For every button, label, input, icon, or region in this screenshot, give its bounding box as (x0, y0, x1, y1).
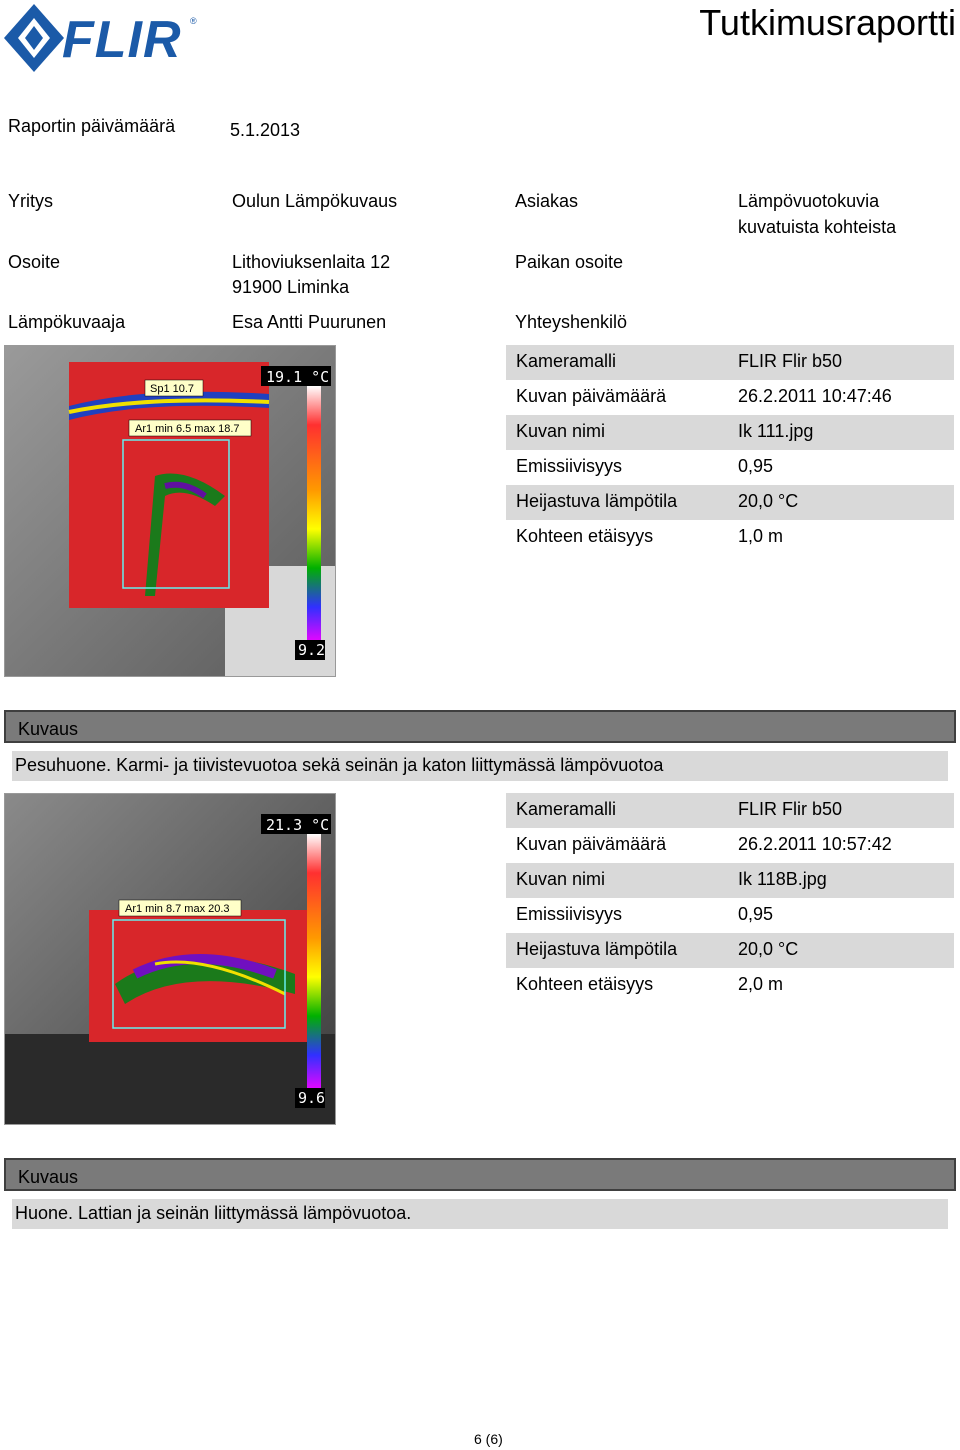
info-row-value: 26.2.2011 10:57:42 (738, 834, 892, 854)
report-title: Tutkimusraportti (699, 2, 956, 43)
spot-label-1: Sp1 10.7 (150, 383, 195, 395)
info-row-value: FLIR Flir b50 (738, 351, 843, 371)
info-row-key: Emissiivisyys (516, 904, 622, 924)
thermal-image-1 (4, 345, 336, 677)
info-row-value: 0,95 (738, 904, 774, 924)
kuvaaja-value: Esa Antti Puurunen (232, 312, 387, 332)
scale-min-1: 9.2 (298, 641, 326, 659)
description-text-2: Huone. Lattian ja seinän liittymässä lämpövuotoa. (15, 1203, 412, 1223)
yritys-value: Oulun Lämpökuvaus (232, 191, 398, 211)
asiakas-value-2: kuvatuista kohteista (738, 217, 897, 237)
info-row-value: Ik 111.jpg (738, 421, 814, 441)
logo-text: FLIR (62, 11, 182, 69)
flir-logo (4, 4, 196, 72)
info-row-value: 26.2.2011 10:47:46 (738, 386, 892, 406)
info-row-key: Kameramalli (516, 799, 617, 819)
info-row-key: Heijastuva lämpötila (516, 491, 678, 511)
report-date-value: 5.1.2013 (230, 120, 301, 140)
info-row-key: Kohteen etäisyys (516, 974, 654, 994)
info-row (506, 898, 954, 933)
info-row-value: 20,0 °C (738, 491, 799, 511)
info-row (506, 520, 954, 555)
info-row-key: Kuvan nimi (516, 421, 606, 441)
yritys-label: Yritys (8, 191, 53, 211)
scale-max-2: 21.3 °C (266, 816, 330, 834)
asiakas-label: Asiakas (515, 191, 579, 211)
page-number: 6 (6) (474, 1431, 503, 1447)
info-row-key: Emissiivisyys (516, 456, 622, 476)
info-row-key: Kohteen etäisyys (516, 526, 654, 546)
info-row-value: Ik 118B.jpg (738, 869, 827, 889)
info-row-key: Kuvan päivämäärä (516, 386, 667, 406)
area-label-1: Ar1 min 6.5 max 18.7 (135, 423, 240, 435)
scale-max-1: 19.1 °C (266, 368, 330, 386)
info-row-value: 2,0 m (738, 974, 784, 994)
info-row-key: Kuvan päivämäärä (516, 834, 667, 854)
yhteyshenkilo-label: Yhteyshenkilö (515, 312, 628, 332)
info-row-value: FLIR Flir b50 (738, 799, 843, 819)
kuvaus-label-1: Kuvaus (18, 719, 79, 739)
info-row (506, 415, 954, 450)
info-row (506, 828, 954, 863)
info-row (506, 933, 954, 968)
info-row (506, 793, 954, 828)
kuvaaja-label: Lämpökuvaaja (8, 312, 126, 332)
registered-mark: ® (190, 16, 197, 26)
osoite-value-1: Lithoviuksenlaita 12 (232, 252, 391, 272)
info-row-key: Heijastuva lämpötila (516, 939, 678, 959)
kuvaus-bar-2 (4, 1158, 956, 1191)
info-row-value: 20,0 °C (738, 939, 799, 959)
osoite-value-2: 91900 Liminka (232, 277, 350, 297)
info-row (506, 968, 954, 1003)
flir-diamond-icon (4, 4, 64, 72)
info-row (506, 345, 954, 380)
description-1 (12, 751, 948, 781)
report-date-label: Raportin päivämäärä (8, 116, 176, 136)
osoite-label: Osoite (8, 252, 61, 272)
kuvaus-label-2: Kuvaus (18, 1167, 79, 1187)
thermal-image-2 (4, 793, 336, 1125)
scale-min-2: 9.6 (298, 1089, 326, 1107)
paikan-osoite-label: Paikan osoite (515, 252, 624, 272)
info-row-value: 1,0 m (738, 526, 784, 546)
info-row (506, 380, 954, 415)
info-row-key: Kameramalli (516, 351, 617, 371)
info-row (506, 863, 954, 898)
info-row (506, 450, 954, 485)
info-row-key: Kuvan nimi (516, 869, 606, 889)
description-text-1: Pesuhuone. Karmi- ja tiivistevuotoa sekä seinän ja katon liittymässä lämpövuotoa (15, 755, 664, 775)
kuvaus-bar-1 (4, 710, 956, 743)
asiakas-value-1: Lämpövuotokuvia (738, 191, 880, 211)
area-label-2: Ar1 min 8.7 max 20.3 (125, 903, 230, 915)
description-2 (12, 1199, 948, 1229)
info-row-value: 0,95 (738, 456, 774, 476)
info-row (506, 485, 954, 520)
